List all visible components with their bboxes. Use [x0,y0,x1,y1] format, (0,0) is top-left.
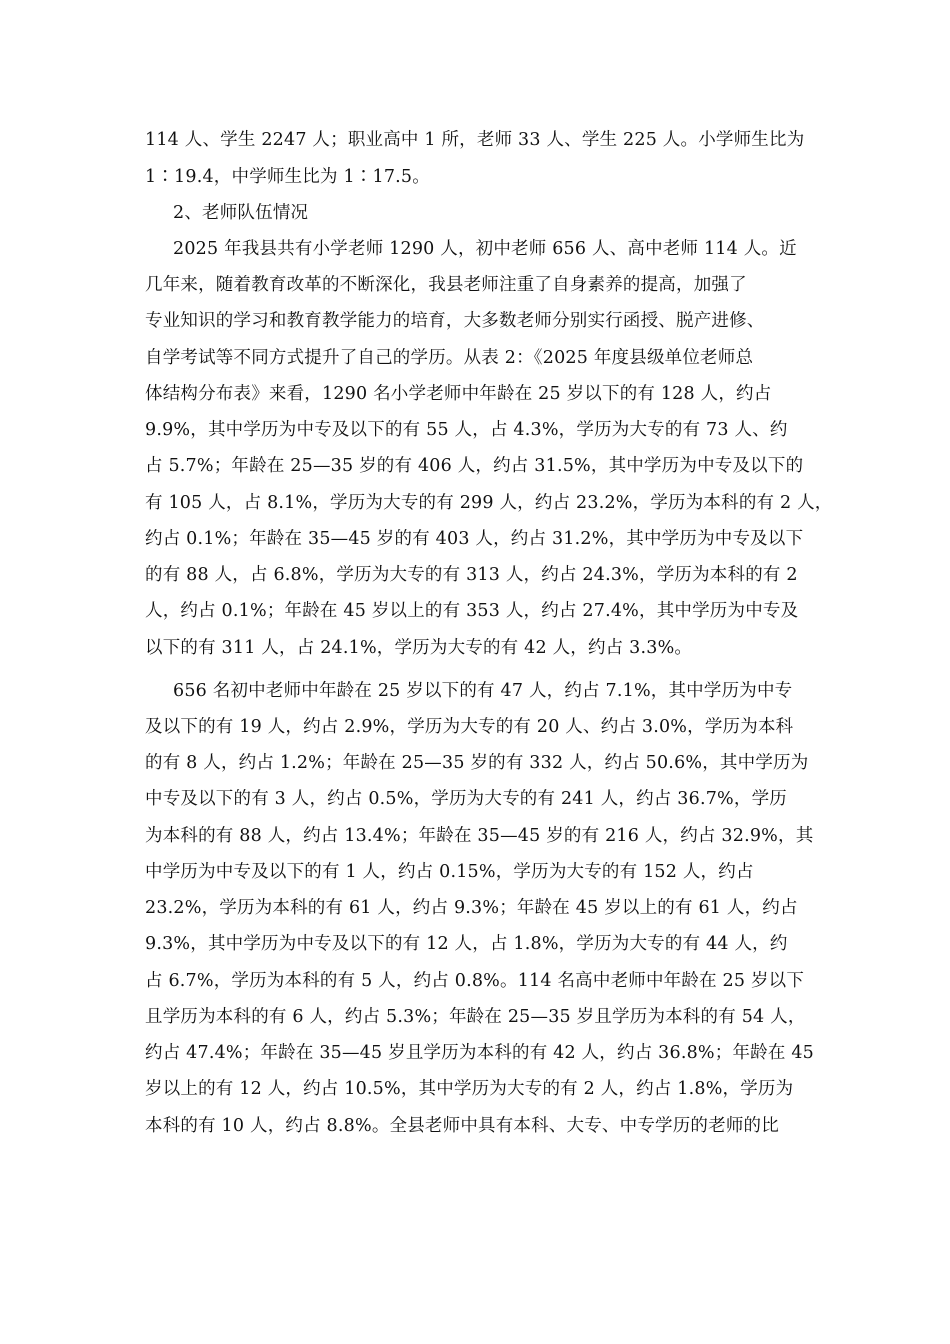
text-line: 9.9%，其中学历为中专及以下的有 55 人，占 4.3%，学历为大专的有 73 人、约 [145,420,788,440]
text-line: 约占 0.1%；年龄在 35—45 岁的有 403 人，约占 31.2%，其中学历为中专及以下 [145,529,804,549]
text-line: 23.2%，学历为本科的有 61 人，约占 9.3%；年龄在 45 岁以上的有 61 人，约占 [145,898,798,918]
text-line: 中学历为中专及以下的有 1 人，约占 0.15%，学历为大专的有 152 人，约占 [145,862,754,882]
text-line: 岁以上的有 12 人，约占 10.5%，其中学历为大专的有 2 人，约占 1.8%，学历为 [145,1079,794,1099]
section-heading: 2、老师队伍情况 [173,203,309,223]
text-line: 有 105 人，占 8.1%，学历为大专的有 299 人，约占 23.2%，学历为本科的有 2 人， [145,493,833,513]
text-line: 1∶19.4，中学师生比为 1∶17.5。 [145,167,430,187]
text-line: 9.3%，其中学历为中专及以下的有 12 人，占 1.8%，学历为大专的有 44 人，约 [145,934,788,954]
text-line: 的有 8 人，约占 1.2%；年龄在 25—35 岁的有 332 人，约占 50.6%，其中学历为 [145,753,809,773]
text-line: 的有 88 人，占 6.8%，学历为大专的有 313 人，约占 24.3%，学历为本科的有 2 [145,565,798,585]
text-line: 占 5.7%；年龄在 25—35 岁的有 406 人，约占 31.5%，其中学历为中专及以下的 [145,456,804,476]
text-line: 约占 47.4%；年龄在 35—45 岁且学历为本科的有 42 人，约占 36.8%；年龄在 45 [145,1043,814,1063]
text-line: 及以下的有 19 人，约占 2.9%，学历为大专的有 20 人、约占 3.0%，学历为本科 [145,717,794,737]
text-line: 中专及以下的有 3 人，约占 0.5%，学历为大专的有 241 人，约占 36.7%，学历 [145,789,787,809]
text-line: 自学考试等不同方式提升了自己的学历。从表 2：《2025 年度县级单位老师总 [145,348,754,368]
text-line: 几年来，随着教育改革的不断深化，我县老师注重了自身素养的提高，加强了 [145,275,747,295]
text-line: 占 6.7%，学历为本科的有 5 人，约占 0.8%。114 名高中老师中年龄在 25 岁以下 [145,971,805,991]
text-line: 体结构分布表》来看，1290 名小学老师中年龄在 25 岁以下的有 128 人，约占 [145,384,772,404]
text-line: 2025 年我县共有小学老师 1290 人，初中老师 656 人、高中老师 114 人。近 [173,239,797,259]
text-line: 为本科的有 88 人，约占 13.4%；年龄在 35—45 岁的有 216 人，约占 32.9%，其 [145,826,814,846]
text-line: 人，约占 0.1%；年龄在 45 岁以上的有 353 人，约占 27.4%，其中学历为中专及 [145,601,799,621]
text-line: 656 名初中老师中年龄在 25 岁以下的有 47 人，约占 7.1%，其中学历为中专 [173,681,793,701]
text-line: 专业知识的学习和教育教学能力的培育，大多数老师分别实行函授、脱产进修、 [145,311,765,331]
text-line: 且学历为本科的有 6 人，约占 5.3%；年龄在 25—35 岁且学历为本科的有 54 人， [145,1007,806,1027]
text-line: 以下的有 311 人，占 24.1%，学历为大专的有 42 人，约占 3.3%。 [145,638,693,658]
text-line: 本科的有 10 人，约占 8.8%。全县老师中具有本科、大专、中专学历的老师的比 [145,1116,779,1136]
text-line: 114 人、学生 2247 人；职业高中 1 所，老师 33 人、学生 225 人。小学师生比为 [145,130,805,150]
